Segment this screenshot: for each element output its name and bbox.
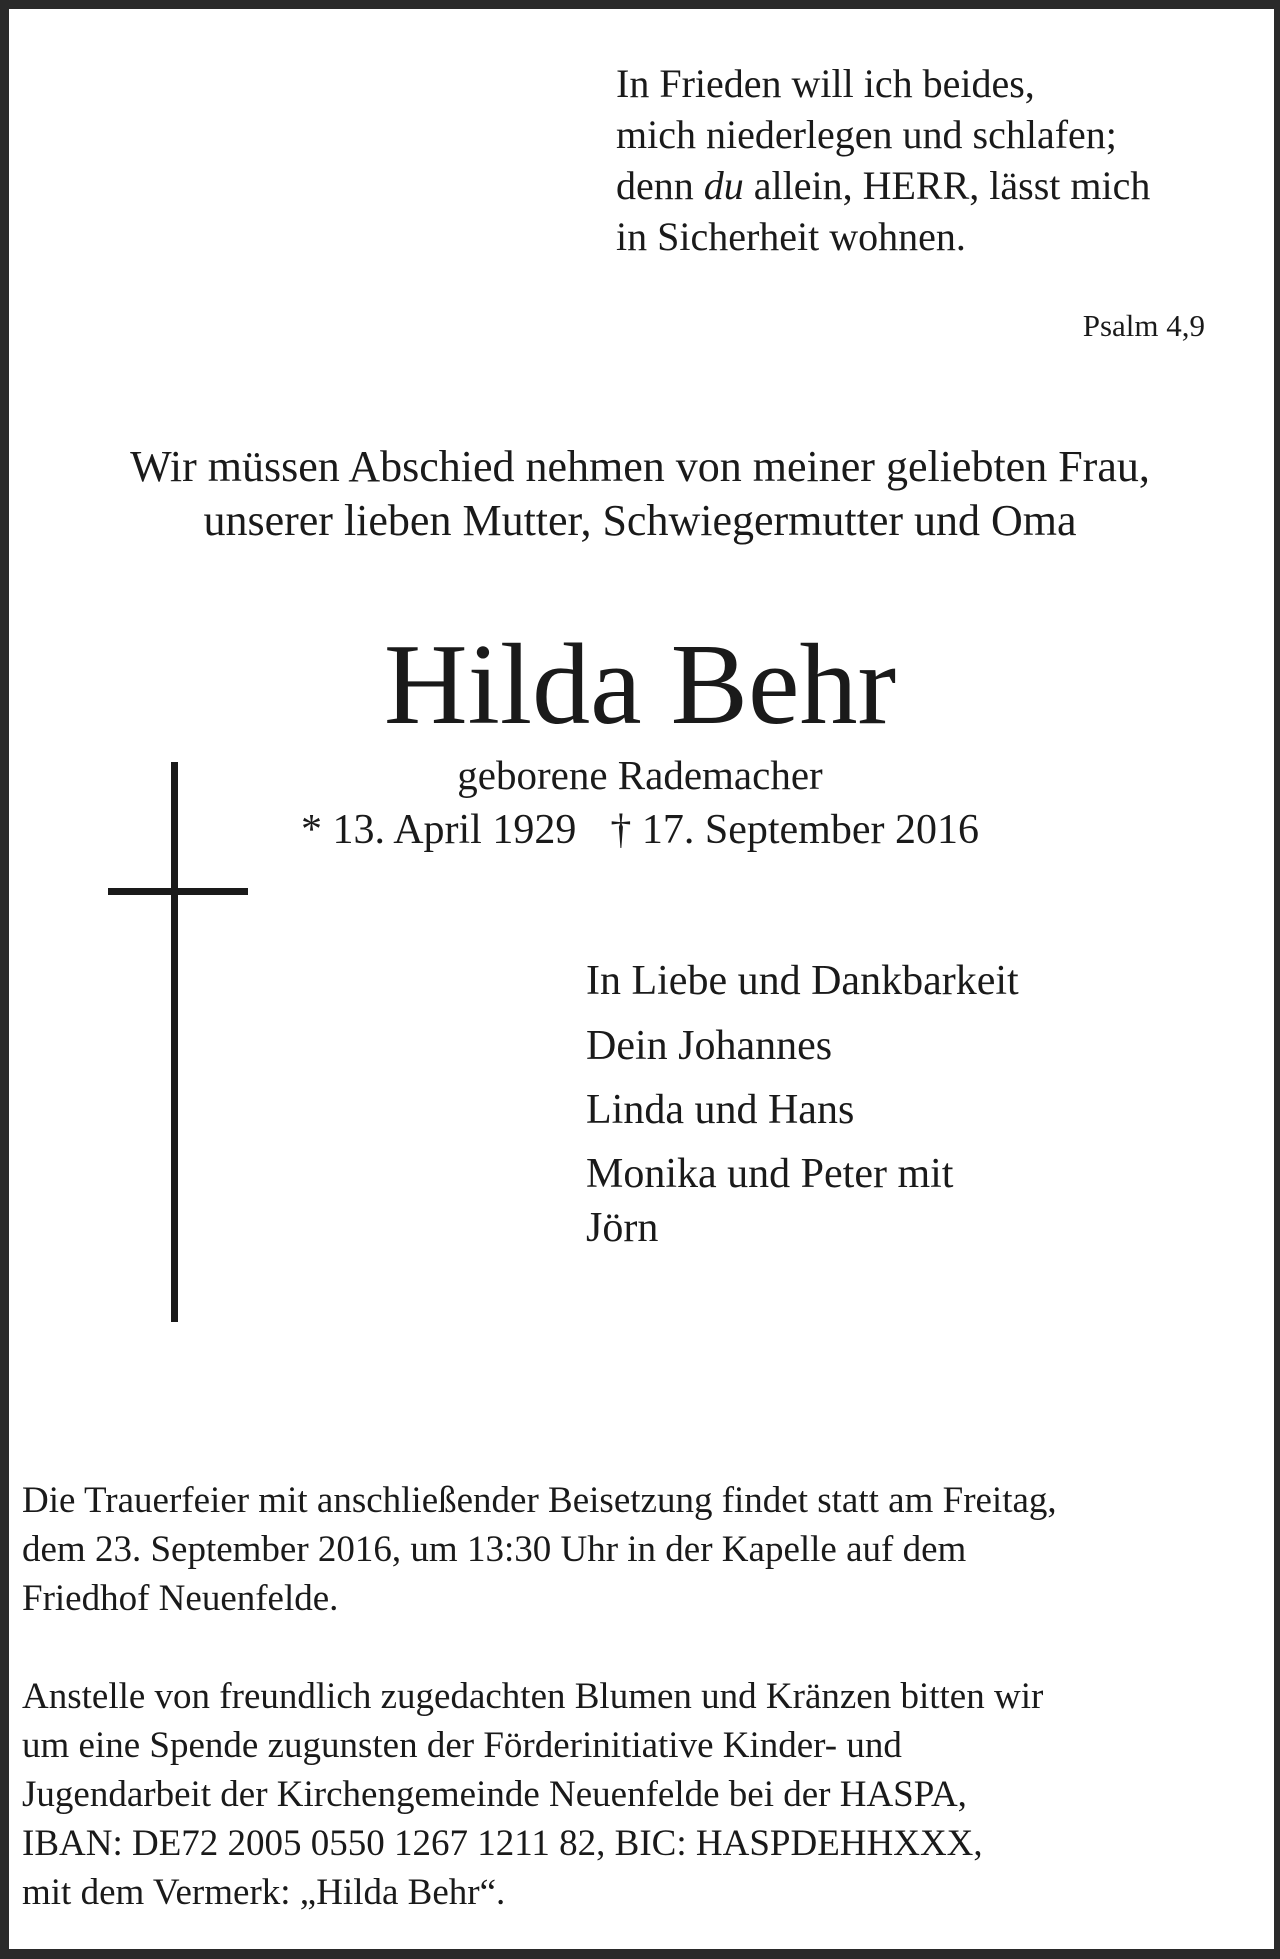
mourner-name: Monika und Peter mit	[586, 1151, 954, 1197]
birth-name: geborene Rademacher	[457, 752, 823, 798]
funeral-line: Die Trauerfeier mit anschließender Beisetzung findet statt am Freitag,	[22, 1480, 1057, 1521]
cross-icon-beam	[108, 888, 248, 895]
death-date: † 17. September 2016	[610, 807, 979, 853]
funeral-details	[22, 1476, 1262, 1623]
verse-line-3-start: denn	[616, 163, 704, 208]
verse-line-3-end: allein, HERR, lässt mich	[743, 163, 1151, 208]
intro-line-2: unserer lieben Mutter, Schwiegermutter und Oma	[203, 496, 1077, 545]
cross-icon	[171, 762, 178, 1322]
funeral-line: Friedhof Neuenfelde.	[22, 1578, 339, 1619]
mourner-name: Jörn	[586, 1205, 659, 1251]
verse-emphasis: du	[703, 163, 744, 208]
verse-line-1: In Frieden will ich beides,	[616, 61, 1035, 106]
mourner-name: Linda und Hans	[586, 1087, 855, 1133]
bible-verse	[616, 58, 1150, 262]
donation-line: IBAN: DE72 2005 0550 1267 1211 82, BIC: HASPDEHHXXX,	[22, 1823, 983, 1864]
life-dates	[0, 804, 1280, 856]
verse-line-2: mich niederlegen und schlafen;	[616, 112, 1117, 157]
donation-line: Anstelle von freundlich zugedachten Blumen und Kränzen bitten wir	[22, 1676, 1044, 1717]
deceased-name: Hilda Behr	[383, 621, 897, 749]
mourner-name: Dein Johannes	[586, 1023, 833, 1069]
verse-line-3	[616, 160, 1150, 211]
verse-line-4: in Sicherheit wohnen.	[616, 214, 966, 259]
donation-line: um eine Spende zugunsten der Förderinitiative Kinder- und	[22, 1725, 902, 1766]
donation-line: Jugendarbeit der Kirchengemeinde Neuenfelde bei der HASPA,	[22, 1774, 967, 1815]
mourners-block	[586, 955, 1019, 1265]
mourners-heading: In Liebe und Dankbarkeit	[586, 958, 1019, 1004]
donation-request	[22, 1672, 1262, 1917]
intro-text	[0, 440, 1280, 548]
donation-line: mit dem Vermerk: „Hilda Behr“.	[22, 1872, 506, 1913]
birth-date: * 13. April 1929	[301, 807, 577, 853]
intro-line-1: Wir müssen Abschied nehmen von meiner geliebten Frau,	[130, 442, 1150, 491]
funeral-line: dem 23. September 2016, um 13:30 Uhr in der Kapelle auf dem	[22, 1529, 967, 1570]
verse-source: Psalm 4,9	[1082, 308, 1205, 343]
